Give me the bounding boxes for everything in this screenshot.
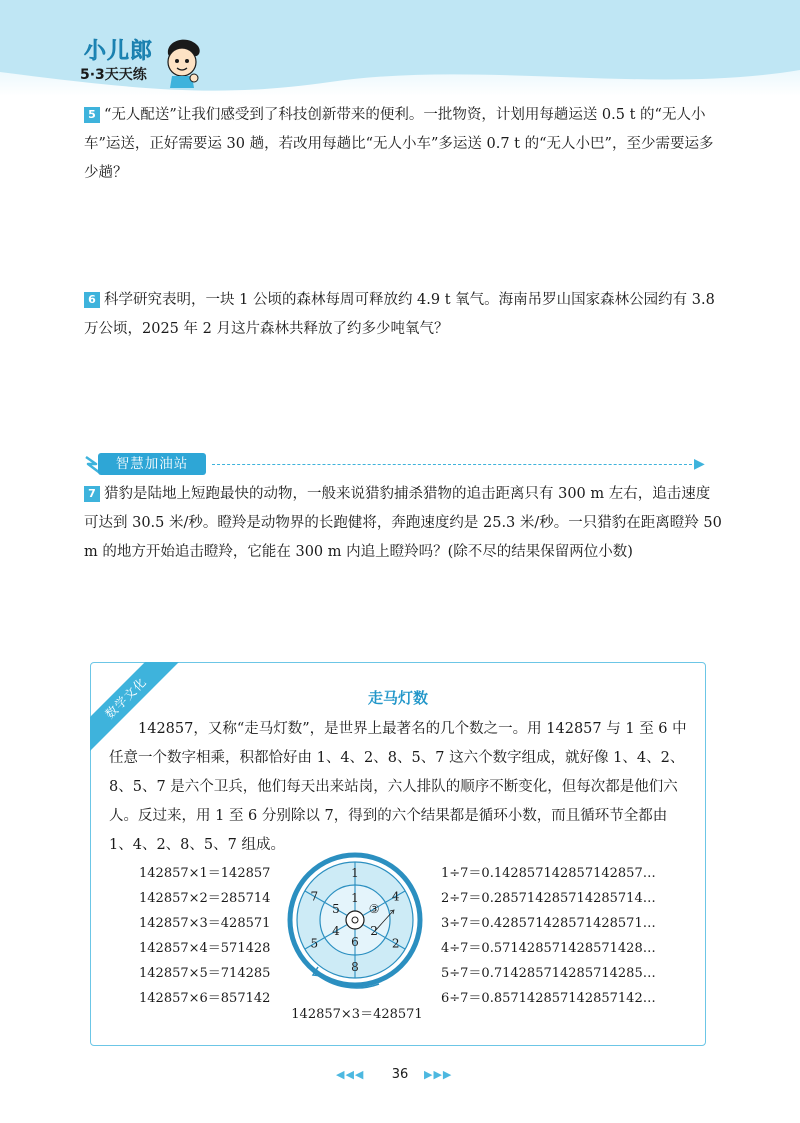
page-number: 36: [391, 1067, 409, 1082]
multiplication-list: [139, 861, 270, 1011]
division-row: 5÷7＝0.714285714285714285…: [441, 966, 656, 981]
multiplication-row: 142857×4＝571428: [139, 941, 271, 956]
series-name: 5·3天天练: [80, 67, 147, 83]
question-number-badge: 5: [84, 107, 100, 123]
wheel-inner-digit: 5: [332, 902, 340, 916]
wheel-diagram: [287, 845, 427, 995]
arrow-right-icon: ▶: [694, 456, 705, 472]
wheel-outer-digit: 2: [391, 936, 400, 951]
question-6: [84, 286, 724, 344]
wheel-inner-digit: 1: [351, 891, 359, 905]
wheel-inner-digit: ③: [368, 902, 380, 916]
wheel-inner-digit: 4: [332, 924, 340, 938]
division-row: 2÷7＝0.285714285714285714…: [441, 891, 656, 906]
culture-title: 走马灯数: [367, 689, 428, 707]
culture-paragraph: 142857，又称“走马灯数”，是世界上最著名的几个数之一。用 142857 与 1 至 6 中任意一个数字相乘，积都恰好由 1、4、2、8、5、7 这六个数字组成，就好像 1、4、2、8、5、7 是六个卫兵，他们每天出来站岗，六人排队的顺序不断变化，但每次都是他们六人。反过来，用 1 至 6 分别除以 7，得到的六个结果都是循环小数，而且循环节全都由 1、4、2、8、5、7 组成。: [109, 721, 687, 853]
division-row: 3÷7＝0.428571428571428571…: [441, 916, 656, 931]
section-header: [84, 452, 714, 476]
question-text: “无人配送”让我们感受到了科技创新带来的便利。一批物资，计划用每趟运送 0.5 t 的“无人小车”运送，正好需要运 30 趟，若改用每趟比“无人小车”多运送 0.7 t 的“无人小巴”，至少需要运多少趟？: [84, 107, 714, 181]
revolving-lantern-wheel: [287, 845, 427, 995]
division-row: 6÷7＝0.857142857142857142…: [441, 991, 656, 1006]
wheel-outer-digit: 4: [391, 889, 400, 904]
wheel-inner-digit: 6: [351, 935, 359, 949]
division-row: 1÷7＝0.142857142857142857…: [441, 866, 656, 881]
multiplication-row: 142857×1＝142857: [139, 866, 271, 881]
multiplication-row: 142857×2＝285714: [139, 891, 271, 906]
section-title: 智慧加油站: [98, 453, 206, 475]
question-number-badge: 6: [84, 292, 100, 308]
wheel-outer-digit: 1: [351, 866, 359, 880]
math-culture-box: [90, 662, 706, 1046]
wheel-outer-digit: 8: [351, 960, 359, 974]
page-footer: [0, 1068, 800, 1088]
footer-left-arrows: ◀◀◀: [336, 1068, 365, 1081]
wheel-inner-digit: 2: [370, 924, 378, 938]
wheel-outer-digit: 5: [310, 936, 319, 951]
question-text: 科学研究表明，一块 1 公顷的森林每周可释放约 4.9 t 氧气。海南吊罗山国家森林公园约有 3.8 万公顷，2025 年 2 月这片森林共释放了约多少吨氧气？: [84, 292, 715, 337]
question-5: [84, 101, 724, 188]
section-divider: [212, 464, 697, 465]
logo: [62, 34, 212, 94]
corner-label: 数学文化: [90, 662, 180, 752]
brand-name: 小儿郎: [84, 39, 154, 64]
mascot-boy-icon: [158, 36, 206, 88]
division-list: [441, 861, 656, 1011]
question-number-badge: 7: [84, 486, 100, 502]
multiplication-row: 142857×6＝857142: [139, 991, 271, 1006]
multiplication-row: 142857×5＝714285: [139, 966, 271, 981]
question-text: 猎豹是陆地上短跑最快的动物，一般来说猎豹捕杀猎物的追击距离只有 300 m 左右，追击速度可达到 30.5 米/秒。瞪羚是动物界的长跑健将，奔跑速度约是 25.3 米/秒。一只猎豹在距离瞪羚 50 m 的地方开始追击瞪羚，它能在 300 m 内追上瞪羚吗？(除不尽的结果保留两位小数): [84, 486, 722, 560]
wheel-caption: 142857×3＝428571: [291, 1007, 423, 1022]
multiplication-row: 142857×3＝428571: [139, 916, 271, 931]
division-row: 4÷7＝0.571428571428571428…: [441, 941, 656, 956]
question-7: [84, 480, 724, 567]
wheel-outer-digit: 7: [310, 889, 319, 904]
footer-right-arrows: ▶▶▶: [424, 1068, 453, 1081]
